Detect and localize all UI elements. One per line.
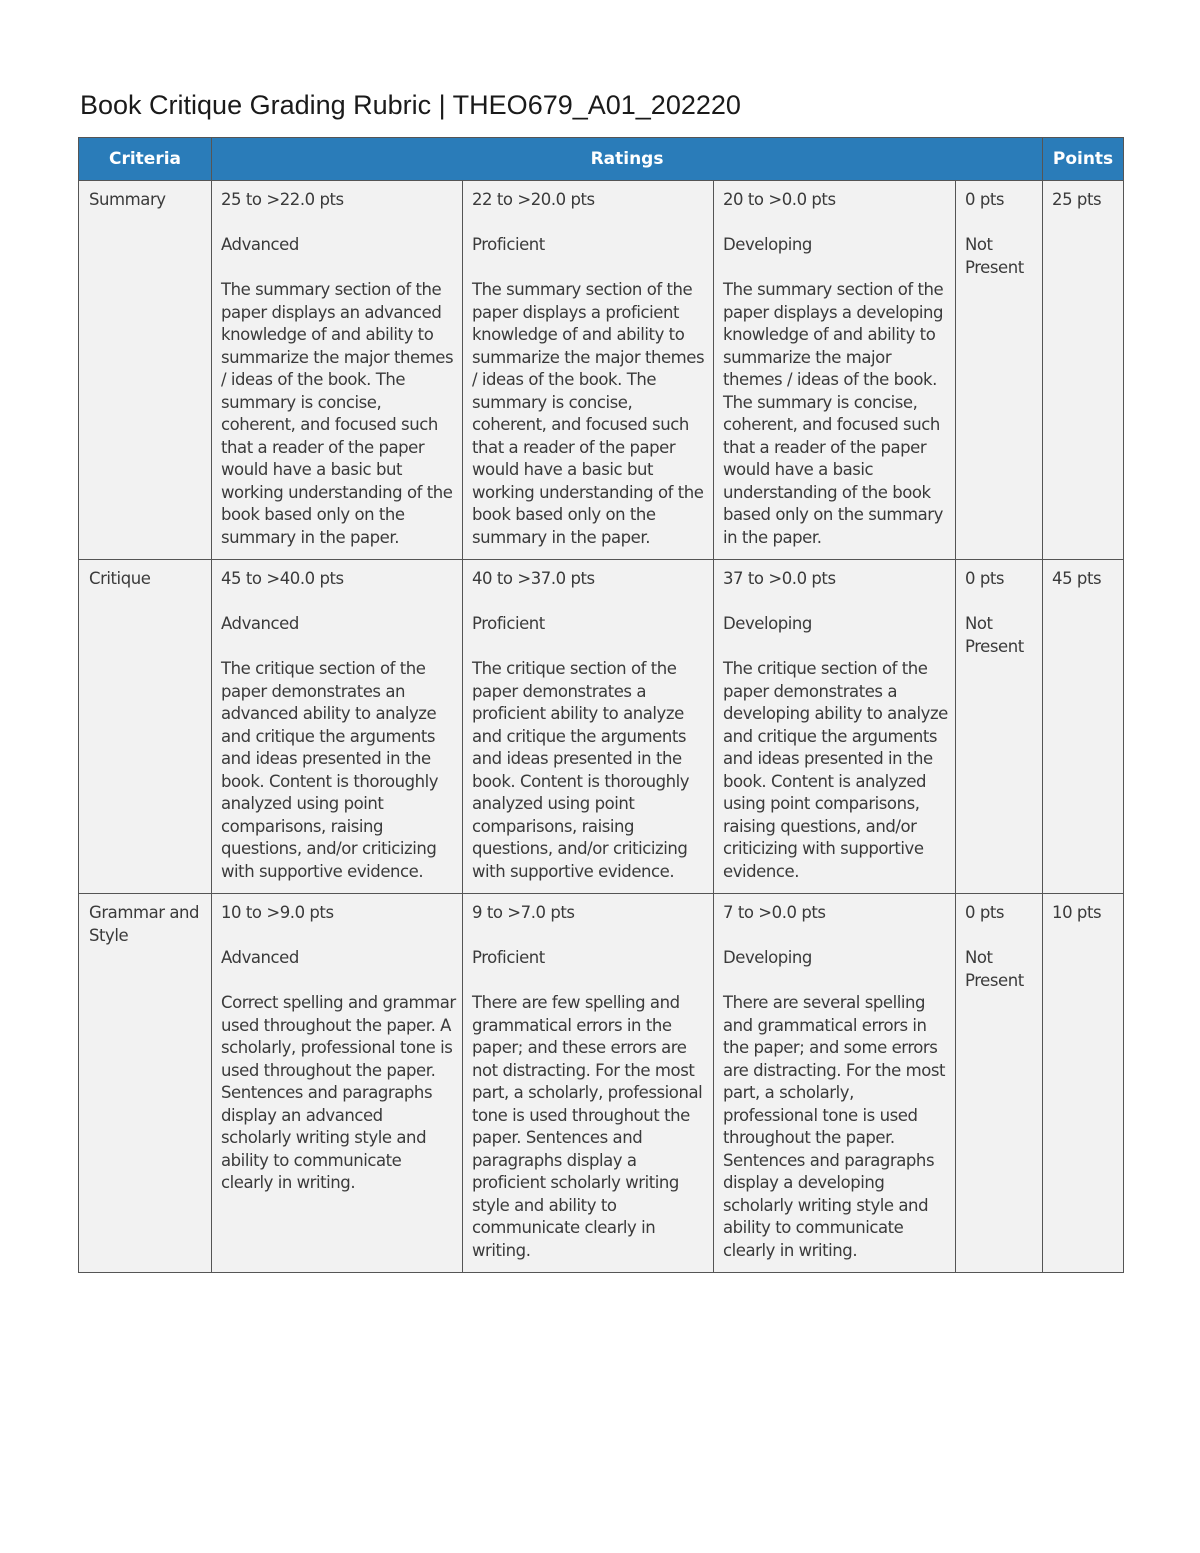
- rating-points: 0 pts: [965, 903, 1005, 922]
- rating-cell: [463, 894, 714, 1273]
- points-cell: 45 pts: [1043, 560, 1124, 894]
- rating-level: Proficient: [472, 614, 545, 633]
- rating-description: The critique section of the paper demonstrates a developing ability to analyze and critique the arguments and ideas presented in the book. Content is analyzed using point comparisons, raising questions, and/or criticizing with supportive evidence.: [723, 659, 948, 881]
- criteria-cell: Critique: [79, 560, 212, 894]
- criteria-header: Criteria: [79, 138, 212, 181]
- rating-points: 20 to >0.0 pts: [723, 190, 836, 209]
- ratings-header: Ratings: [212, 138, 1043, 181]
- rating-cell: [956, 894, 1043, 1273]
- rating-cell: [956, 181, 1043, 560]
- rating-points: 0 pts: [965, 569, 1005, 588]
- rating-points: 0 pts: [965, 190, 1005, 209]
- rating-points: 7 to >0.0 pts: [723, 903, 826, 922]
- rating-level: Advanced: [221, 948, 299, 967]
- rating-level: Not Present: [965, 948, 1024, 990]
- rating-points: 10 to >9.0 pts: [221, 903, 334, 922]
- criteria-cell: Summary: [79, 181, 212, 560]
- rating-level: Not Present: [965, 614, 1024, 656]
- rating-description: The critique section of the paper demonstrates an advanced ability to analyze and critique the arguments and ideas presented in the book. Content is thoroughly analyzed using point comparisons, raising questions, and/or criticizing with supportive evidence.: [221, 659, 439, 881]
- rating-points: 22 to >20.0 pts: [472, 190, 595, 209]
- rating-description: The summary section of the paper displays an advanced knowledge of and ability to summarize the major themes / ideas of the book. The summary is concise, coherent, and focused such that a reader of the paper would have a basic but working understanding of the book based only on the summary in the paper.: [221, 280, 454, 547]
- rating-description: The critique section of the paper demonstrates a proficient ability to analyze and critique the arguments and ideas presented in the book. Content is thoroughly analyzed using point comparisons, raising questions, and/or criticizing with supportive evidence.: [472, 659, 690, 881]
- rating-points: 45 to >40.0 pts: [221, 569, 344, 588]
- rating-cell: [463, 560, 714, 894]
- points-cell: 10 pts: [1043, 894, 1124, 1273]
- rating-description: The summary section of the paper displays a developing knowledge of and ability to summarize the major themes / ideas of the book. The summary is concise, coherent, and focused such that a reader of the paper would have a basic understanding of the book based only on the summary in the paper.: [723, 280, 944, 547]
- rating-points: 25 to >22.0 pts: [221, 190, 344, 209]
- rating-level: Developing: [723, 614, 812, 633]
- table-header-row: [79, 138, 1124, 181]
- rating-level: Developing: [723, 235, 812, 254]
- rating-description: Correct spelling and grammar used throughout the paper. A scholarly, professional tone is used throughout the paper. Sentences and paragraphs display an advanced scholarly writing style and ability to communicate clearly in writing.: [221, 993, 456, 1192]
- criteria-cell: Grammar and Style: [79, 894, 212, 1273]
- rating-cell: [714, 181, 956, 560]
- rating-description: There are several spelling and grammatical errors in the paper; and some errors are distracting. For the most part, a scholarly, professional tone is used throughout the paper. Sentences and paragraphs display a developing scholarly writing style and ability to communicate clearly in writing.: [723, 993, 946, 1260]
- rating-points: 37 to >0.0 pts: [723, 569, 836, 588]
- rating-cell: [714, 894, 956, 1273]
- rating-level: Advanced: [221, 235, 299, 254]
- rating-cell: [714, 560, 956, 894]
- rating-cell: [463, 181, 714, 560]
- rating-cell: [212, 181, 463, 560]
- rating-level: Advanced: [221, 614, 299, 633]
- rating-points: 9 to >7.0 pts: [472, 903, 575, 922]
- rating-level: Not Present: [965, 235, 1024, 277]
- rating-cell: [212, 894, 463, 1273]
- table-row: [79, 560, 1124, 894]
- points-header: Points: [1043, 138, 1124, 181]
- rating-cell: [212, 560, 463, 894]
- rating-description: The summary section of the paper displays a proficient knowledge of and ability to summarize the major themes / ideas of the book. The summary is concise, coherent, and focused such that a reader of the paper would have a basic but working understanding of the book based only on the summary in the paper.: [472, 280, 705, 547]
- table-row: [79, 181, 1124, 560]
- rubric-table: [78, 137, 1124, 1273]
- rating-points: 40 to >37.0 pts: [472, 569, 595, 588]
- page-title: Book Critique Grading Rubric | THEO679_A01_202220: [80, 90, 741, 120]
- table-row: [79, 894, 1124, 1273]
- rating-description: There are few spelling and grammatical errors in the paper; and these errors are not distracting. For the most part, a scholarly, professional tone is used throughout the paper. Sentences and paragraphs display a proficient scholarly writing style and ability to communicate clearly in writing.: [472, 993, 703, 1260]
- rating-cell: [956, 560, 1043, 894]
- rating-level: Proficient: [472, 235, 545, 254]
- points-cell: 25 pts: [1043, 181, 1124, 560]
- rating-level: Developing: [723, 948, 812, 967]
- rating-level: Proficient: [472, 948, 545, 967]
